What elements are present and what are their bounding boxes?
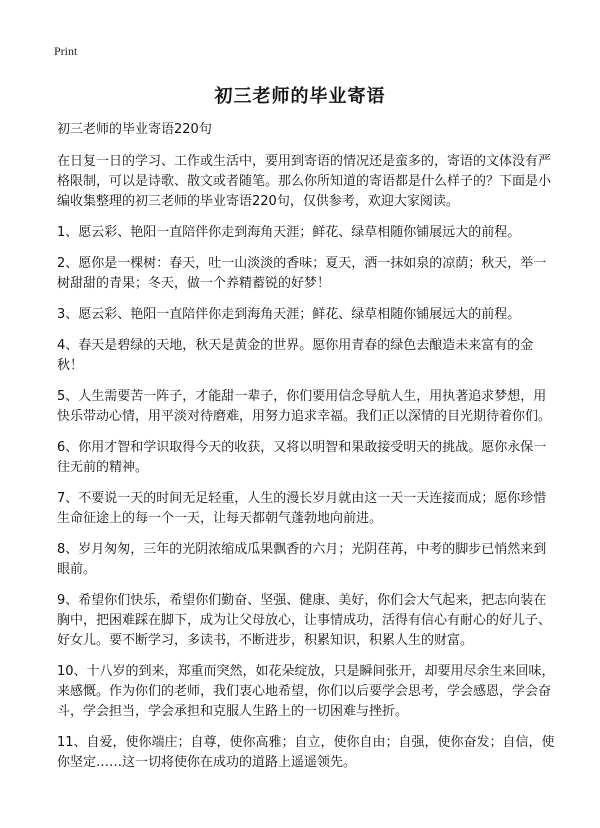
list-item: 3、愿云彩、艳阳一直陪伴你走到海角天涯；鲜花、绿草相随你铺展远大的前程。 xyxy=(57,307,521,322)
list-item: 11、自爱，使你端庄；自尊，使你高雅；自立，使你自由；自强，使你奋发；自信，使你坚定……这一切将使你在成功的道路上遥遥领先。 xyxy=(57,735,555,770)
article-body xyxy=(57,120,555,784)
print-link[interactable]: Print xyxy=(54,44,78,58)
list-item: 8、岁月匆匆，三年的光阴浓缩成瓜果飘香的六月；光阴荏苒，中考的脚步已悄然来到眼前。 xyxy=(57,542,547,577)
list-item: 7、不要说一天的时间无足轻重，人生的漫长岁月就由这一天一天连接而成；愿你珍惜生命征途上的每一个一天，让每天都朝气蓬勃地向前进。 xyxy=(57,491,547,526)
list-item: 1、愿云彩、艳阳一直陪伴你走到海角天涯；鲜花、绿草相随你铺展远大的前程。 xyxy=(57,225,521,240)
list-item: 10、十八岁的到来，郑重而突然，如花朵绽放，只是瞬间张开，却要用尽余生来回味，来感慨。作为你们的老师，我们衷心地希望，你们以后要学会思考，学会感恩，学会奋斗，学会担当，学会承担和克服人生路上的一切困难与挫折。 xyxy=(57,664,555,719)
article-subtitle: 初三老师的毕业寄语220句 xyxy=(57,122,212,137)
list-item: 9、希望你们快乐，希望你们勤奋、坚强、健康、美好，你们会大气起来，把志向装在胸中，把困难踩在脚下，成为让父母放心，让事情成功，活得有信心有耐心的好儿子、好女儿。要不断学习，多读书，不断进步，积累知识，积累人生的财富。 xyxy=(57,593,552,648)
list-item: 5、人生需要苦一阵子，才能甜一辈子，你们要用信念导航人生，用执著追求梦想，用快乐带动心情，用平淡对待磨难，用努力追求幸福。我们正以深情的目光期待着你们。 xyxy=(57,389,552,424)
page-title: 初三老师的毕业寄语 xyxy=(214,86,386,107)
list-item: 6、你用才智和学识取得今天的收获，又将以明智和果敢接受明天的挑战。愿你永保一往无前的精神。 xyxy=(57,440,547,475)
intro-paragraph: 在日复一日的学习、工作或生活中，要用到寄语的情况还是蛮多的，寄语的文体没有严格限制，可以是诗歌、散文或者随笔。那么你所知道的寄语都是什么样子的？下面是小编收集整理的初三老师的毕业寄语220句，仅供参考，欢迎大家阅读。 xyxy=(57,154,552,209)
list-item: 2、愿你是一棵树：春天，吐一山淡淡的香味；夏天，洒一抹如泉的凉荫；秋天，举一树甜甜的青果；冬天，做一个养精蓄锐的好梦！ xyxy=(57,256,547,291)
list-item: 4、春天是碧绿的天地，秋天是黄金的世界。愿你用青春的绿色去酿造未来富有的金秋！ xyxy=(57,338,534,373)
